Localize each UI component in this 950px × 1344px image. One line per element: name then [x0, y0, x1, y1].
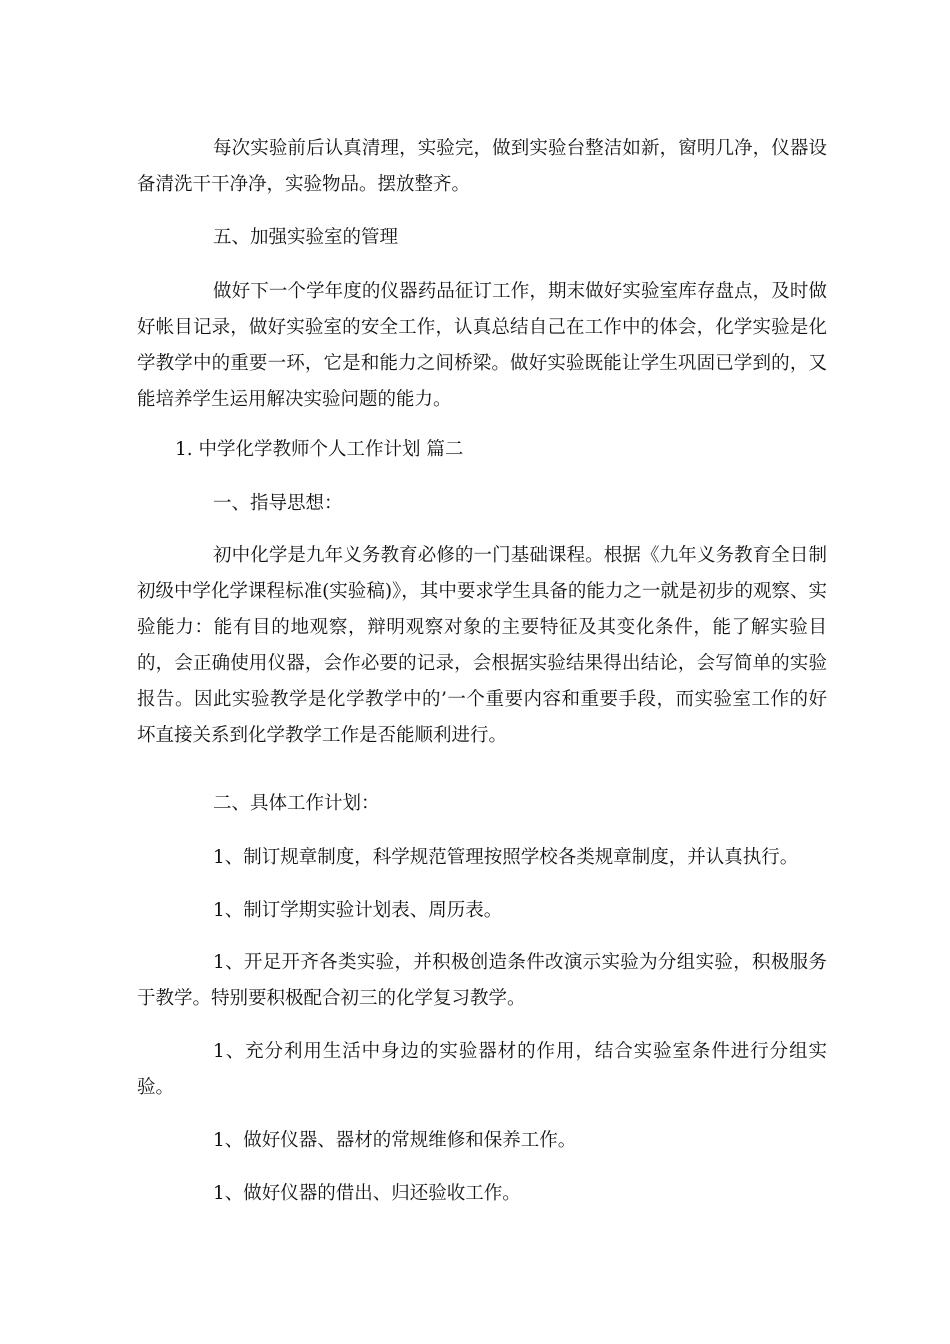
- list-item-equipment-use: 1、充分利用生活中身边的实验器材的作用，结合实验室条件进行分组实验。: [137, 1041, 827, 1098]
- list-item-maintenance: 1、做好仪器、器材的常规维修和保养工作。: [213, 1130, 577, 1151]
- paragraph-guiding-idea: 初中化学是九年义务教育必修的一门基础课程。根据《九年义务教育全日制初级中学化学课程标准(实验稿)》，其中要求学生具备的能力之一就是初步的观察、实验能力：能有目的地观察，辩明观察对象的主要特征及其变化条件，能了解实验目的，会正确使用仪器，会作必要的记录，会根据实验结果得出结论，会写简单的实验报告。因此实验教学是化学教学中的’一个重要内容和重要手段，而实验室工作的好坏直接关系到化学教学工作是否能顺利进行。: [137, 545, 827, 746]
- paragraph-lab-management: 做好下一个学年度的仪器药品征订工作，期末做好实验室库存盘点，及时做好帐目记录，做好实验室的安全工作，认真总结自己在工作中的体会，化学实验是化学教学中的重要一环，它是和能力之间桥梁。做好实验既能让学生巩固已学到的，又能培养学生运用解决实验问题的能力。: [137, 281, 827, 410]
- article-title-part-two: 1. 中学化学教师个人工作计划 篇二: [175, 439, 464, 460]
- paragraph-cleanup: 每次实验前后认真清理，实验完，做到实验台整洁如新，窗明几净，仪器设备清洗干干净净，实验物品。摆放整齐。: [137, 138, 827, 195]
- section-heading-work-plan: 二、具体工作计划：: [213, 793, 380, 814]
- list-item-lending: 1、做好仪器的借出、归还验收工作。: [213, 1183, 521, 1204]
- section-heading-guiding-idea: 一、指导思想：: [213, 493, 343, 514]
- list-item-experiments: 1、开足开齐各类实验，并积极创造条件改演示实验为分组实验，积极服务于教学。特别要积极配合初三的化学复习教学。: [137, 952, 827, 1009]
- list-item-rules: 1、制订规章制度，科学规范管理按照学校各类规章制度，并认真执行。: [213, 847, 799, 868]
- section-heading-five: 五、加强实验室的管理: [213, 227, 399, 248]
- list-item-schedule: 1、制订学期实验计划表、周历表。: [213, 900, 503, 921]
